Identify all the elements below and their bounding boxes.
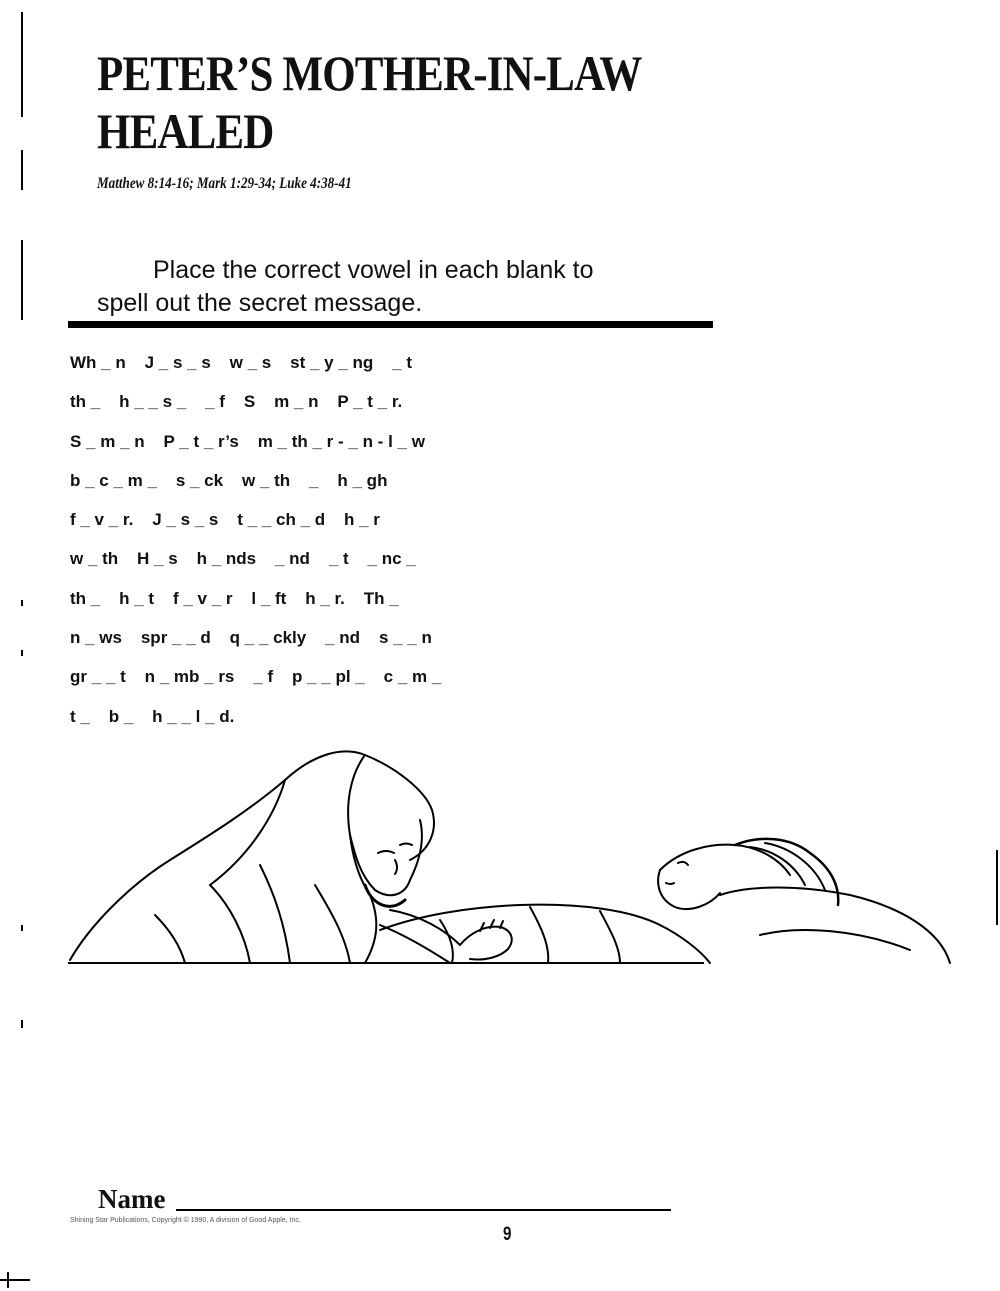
puzzle-line: th _ h _ t f _ v _ r l _ ft h _ r. Th _ xyxy=(70,588,399,608)
puzzle-line: w _ th H _ s h _ nds _ nd _ t _ nc _ xyxy=(70,549,416,569)
puzzle-line: S _ m _ n P _ t _ r’s m _ th _ r - _ n - l _ w xyxy=(70,431,425,451)
corner-crop-mark-icon xyxy=(0,1268,40,1291)
vowel-puzzle xyxy=(70,343,710,736)
instructions-line-1: Place the correct vowel in each blank to xyxy=(153,256,594,284)
puzzle-line: t _ b _ h _ _ l _ d. xyxy=(70,706,235,726)
title-line-2: HEALED xyxy=(97,103,274,159)
jesus-healing-woman-icon xyxy=(60,735,960,967)
puzzle-line: gr _ _ t n _ mb _ rs _ f p _ _ pl _ c _ m _ xyxy=(70,667,442,687)
puzzle-line: th _ h _ _ s _ _ f S m _ n P _ t _ r. xyxy=(70,392,403,412)
puzzle-line: f _ v _ r. J _ s _ s t _ _ ch _ d h _ r xyxy=(70,510,380,530)
name-label: Name xyxy=(98,1184,166,1214)
title-line-1: PETER’S MOTHER-IN-LAW xyxy=(97,45,642,101)
copyright-notice: Shining Star Publications, Copyright © 1990, A division of Good Apple, Inc. xyxy=(70,1217,301,1224)
illustration-baseline xyxy=(68,962,704,964)
scripture-references: Matthew 8:14-16; Mark 1:29-34; Luke 4:38-41 xyxy=(97,175,352,192)
instructions-line-2: spell out the secret message. xyxy=(97,289,423,317)
page-number: 9 xyxy=(503,1224,512,1245)
worksheet-title xyxy=(97,44,642,160)
section-divider xyxy=(68,321,713,328)
name-blank-line[interactable] xyxy=(176,1209,671,1211)
puzzle-line: Wh _ n J _ s _ s w _ s st _ y _ ng _ t xyxy=(70,353,413,372)
puzzle-line: n _ ws spr _ _ d q _ _ ckly _ nd s _ _ n xyxy=(70,628,432,648)
instructions xyxy=(97,254,697,320)
left-margin-rule xyxy=(21,0,22,1291)
puzzle-line: b _ c _ m _ s _ ck w _ th _ h _ gh xyxy=(70,470,388,490)
right-margin-rule xyxy=(996,850,998,925)
